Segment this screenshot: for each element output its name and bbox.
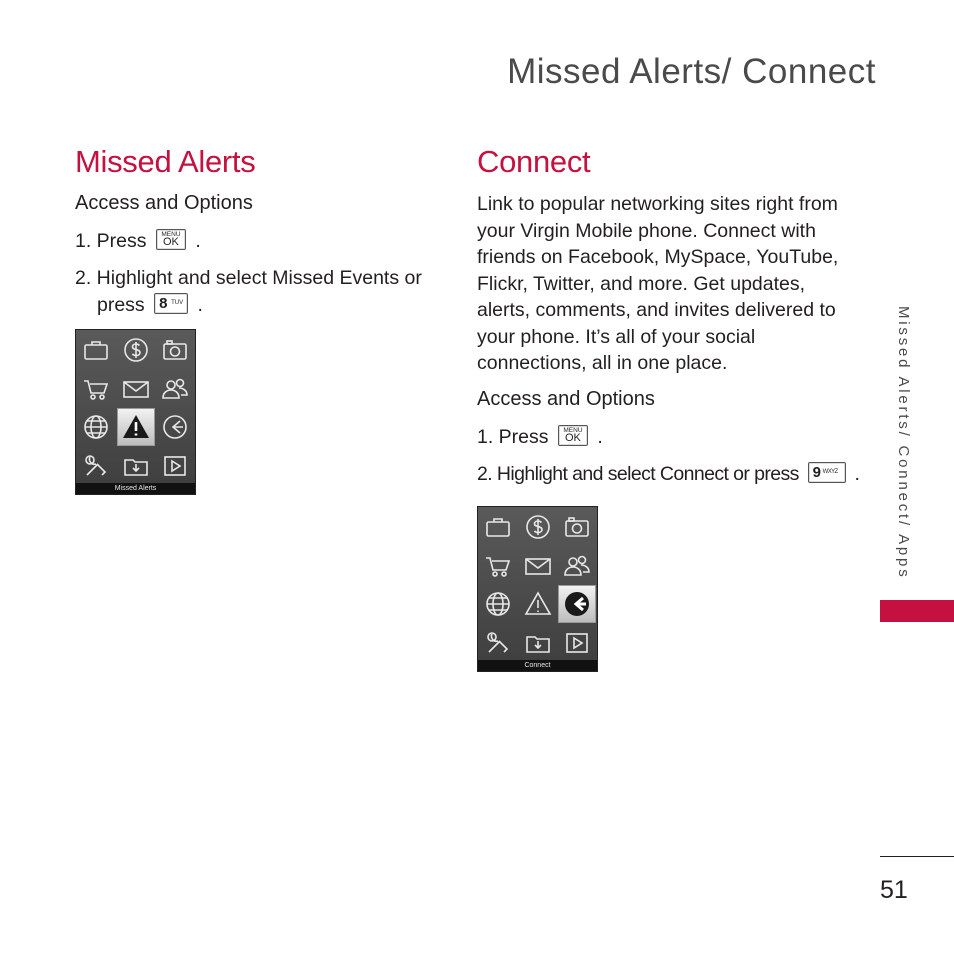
step2-text: 2. Highlight and select xyxy=(75,267,267,289)
step2-suffix: or xyxy=(404,267,422,289)
step1-suffix: . xyxy=(195,230,201,252)
connect-subhead: Access and Options xyxy=(477,388,655,410)
side-tab-marker xyxy=(880,600,954,622)
step1-text: 1. Press xyxy=(477,426,549,448)
play-icon xyxy=(156,447,194,485)
camera-icon xyxy=(156,331,194,369)
step2-line2-suffix: . xyxy=(197,294,203,316)
key-letters: TUV xyxy=(171,300,184,307)
connect-step2 xyxy=(477,461,859,487)
alert-icon xyxy=(117,408,155,446)
footer-rule xyxy=(880,856,954,857)
screen-caption: Connect xyxy=(478,660,597,671)
folder-icon xyxy=(519,624,557,662)
tools-icon xyxy=(479,624,517,662)
step1-text: 1. Press xyxy=(75,230,147,252)
step1-suffix: . xyxy=(597,426,603,448)
step2-bold-text: Connect xyxy=(659,463,729,485)
menu-ok-key-icon xyxy=(558,425,588,446)
phone-screen-connect xyxy=(477,506,598,672)
envelope-icon xyxy=(519,547,557,585)
dollar-icon xyxy=(519,508,557,546)
play-icon xyxy=(558,624,596,662)
connect-description-line: your Virgin Mobile phone. Connect with xyxy=(477,219,816,242)
key-digit: 8 xyxy=(159,295,168,313)
tools-icon xyxy=(77,447,115,485)
phone-screen-missed-alerts xyxy=(75,329,196,495)
page-number: 51 xyxy=(880,876,908,904)
key-bottom-label: OK xyxy=(565,432,581,445)
key-digit: 9 xyxy=(812,464,821,482)
envelope-icon xyxy=(117,370,155,408)
missed-alerts-step1 xyxy=(75,228,201,254)
connect-description-line: your phone. It’s all of your social xyxy=(477,325,756,348)
screen-caption: Missed Alerts xyxy=(76,483,195,494)
connect-description-line: connections, all in one place. xyxy=(477,352,728,374)
folder-icon xyxy=(117,447,155,485)
step2-bold-text: Missed Events xyxy=(272,267,400,289)
step2-middle-text: or press xyxy=(733,463,799,485)
briefcase-icon xyxy=(77,331,115,369)
cart-icon xyxy=(479,547,517,585)
key-bottom-label: OK xyxy=(163,236,179,249)
step2-suffix: . xyxy=(854,463,860,485)
connect-description xyxy=(477,191,857,377)
page-header-title: Missed Alerts/ Connect xyxy=(507,52,876,91)
alert-icon xyxy=(519,585,557,623)
key-8-icon xyxy=(154,293,188,314)
connect-description-line: Link to popular networking sites right from xyxy=(477,193,838,215)
contacts-icon xyxy=(558,547,596,585)
camera-icon xyxy=(558,508,596,546)
connect-description-line: Flickr, Twitter, and more. Get updates, xyxy=(477,272,806,295)
menu-ok-key-icon xyxy=(156,229,186,250)
globe-icon xyxy=(77,408,115,446)
connect-icon xyxy=(558,585,596,623)
connect-description-line: alerts, comments, and invites delivered to xyxy=(477,299,836,321)
missed-alerts-title: Missed Alerts xyxy=(75,144,256,179)
step2-text: 2. Highlight and select xyxy=(477,463,656,485)
key-top-label: MENU xyxy=(161,231,181,239)
connect-description-line: friends on Facebook, MySpace, YouTube, xyxy=(477,246,839,268)
missed-alerts-subhead: Access and Options xyxy=(75,192,253,214)
key-top-label: MENU xyxy=(563,427,583,435)
connect-step1 xyxy=(477,424,603,450)
globe-icon xyxy=(479,585,517,623)
side-tab-label: Missed Alerts/ Connect/ Apps xyxy=(895,306,912,580)
dollar-icon xyxy=(117,331,155,369)
key-letters: WXYZ xyxy=(822,469,838,476)
briefcase-icon xyxy=(479,508,517,546)
missed-alerts-step2-line2 xyxy=(97,292,203,318)
connect-icon xyxy=(156,408,194,446)
connect-title: Connect xyxy=(477,144,591,179)
contacts-icon xyxy=(156,370,194,408)
missed-alerts-step2-line1 xyxy=(75,265,422,291)
cart-icon xyxy=(77,370,115,408)
key-9-icon xyxy=(808,462,846,483)
step2-press-text: press xyxy=(97,294,145,316)
